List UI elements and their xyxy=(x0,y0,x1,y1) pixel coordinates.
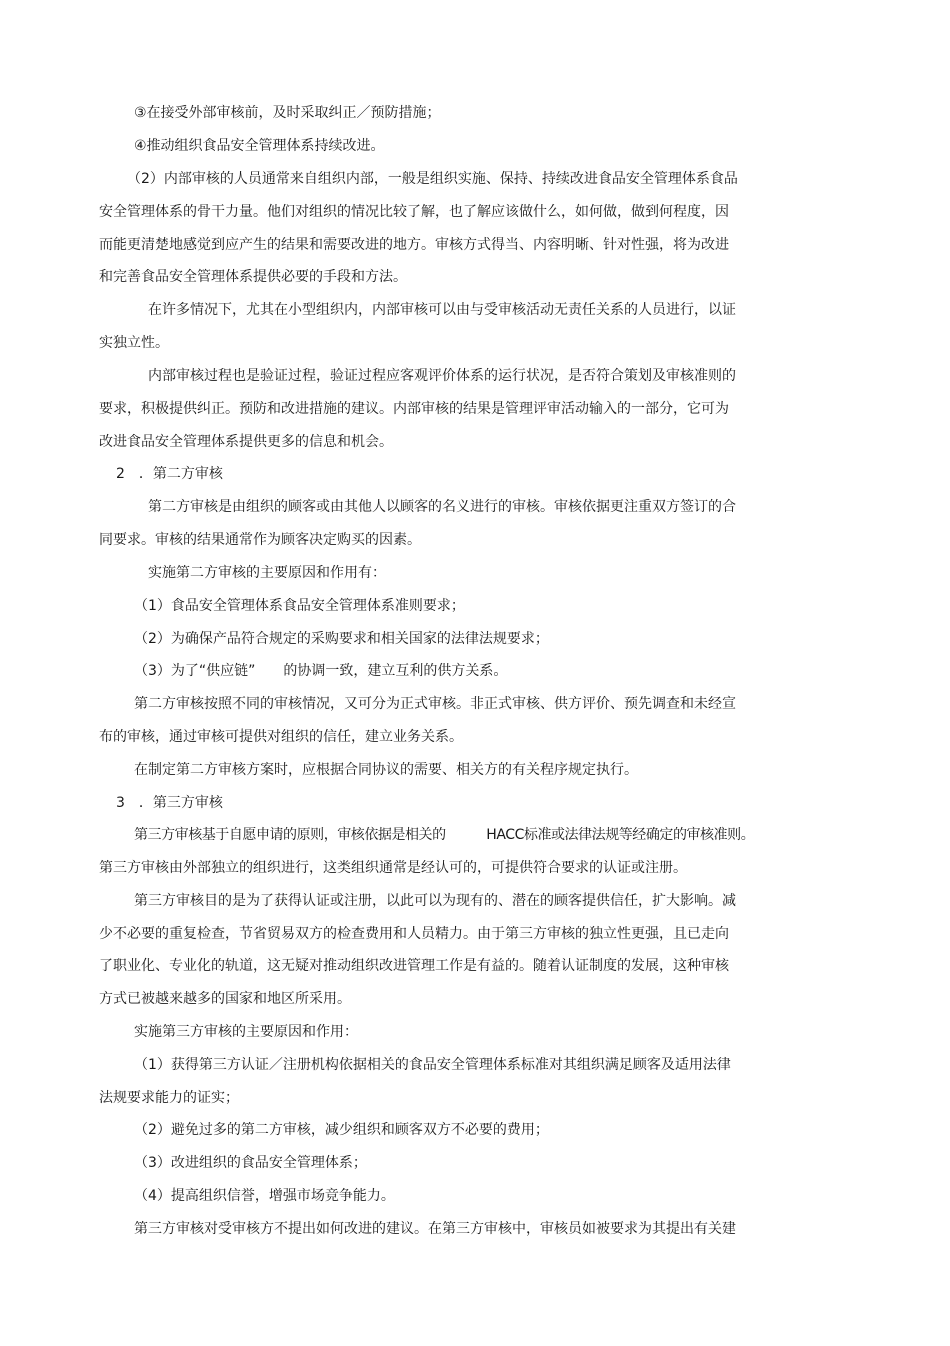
text-line: 内部审核过程也是验证过程，验证过程应客观评价体系的运行状况，是否符合策划及审核准则的 xyxy=(148,368,736,384)
text-line: 在许多情况下，尤其在小型组织内，内部审核可以由与受审核活动无责任关系的人员进行，以证 xyxy=(148,302,736,318)
text-line: 在制定第二方审核方案时，应根据合同协议的需要、相关方的有关程序规定执行。 xyxy=(134,762,638,778)
text-line: 实施第三方审核的主要原因和作用： xyxy=(134,1024,358,1040)
text-line: 方式已被越来越多的国家和地区所采用。 xyxy=(99,991,351,1007)
text-line: 安全管理体系的骨干力量。他们对组织的情况比较了解，也了解应该做什么，如何做，做到何程度，因 xyxy=(99,204,729,220)
text-line: 少不必要的重复检查，节省贸易双方的检查费用和人员精力。由于第三方审核的独立性更强，且已走向 xyxy=(99,926,729,942)
text-line: ④推动组织食品安全管理体系持续改进。 xyxy=(134,138,385,154)
text-line: （1）获得第三方认证／注册机构依据相关的食品安全管理体系标准对其组织满足顾客及适用法律 xyxy=(134,1057,731,1073)
section-heading: 2 ．第二方审核 xyxy=(116,466,223,482)
text-line: 第三方审核对受审核方不提出如何改进的建议。在第三方审核中，审核员如被要求为其提出有关建 xyxy=(134,1221,736,1237)
text-line: 布的审核，通过审核可提供对组织的信任，建立业务关系。 xyxy=(99,729,463,745)
text-line: 而能更清楚地感觉到应产生的结果和需要改进的地方。审核方式得当、内容明晰、针对性强，将为改进 xyxy=(99,237,729,253)
text-line: 要求，积极提供纠正。预防和改进措施的建议。内部审核的结果是管理评审活动输入的一部分，它可为 xyxy=(99,401,729,417)
text-line: （2）避免过多的第二方审核，减少组织和顾客双方不必要的费用； xyxy=(134,1122,549,1138)
text-line: 第二方审核是由组织的顾客或由其他人以顾客的名义进行的审核。审核依据更注重双方签订的合 xyxy=(148,499,736,515)
text-line: 第三方审核由外部独立的组织进行，这类组织通常是经认可的，可提供符合要求的认证或注册。 xyxy=(99,860,687,876)
text-line: （1）食品安全管理体系食品安全管理体系准则要求； xyxy=(134,598,465,614)
text-line: 实施第二方审核的主要原因和作用有： xyxy=(148,565,386,581)
text-line: 第二方审核按照不同的审核情况，又可分为正式审核。非正式审核、供方评价、预先调查和未经宣 xyxy=(134,696,736,712)
text-line: ③在接受外部审核前，及时采取纠正／预防措施； xyxy=(134,105,441,121)
text-line: 改进食品安全管理体系提供更多的信息和机会。 xyxy=(99,434,393,450)
text-line: （2）内部审核的人员通常来自组织内部，一般是组织实施、保持、持续改进食品安全管理体系食品 xyxy=(127,171,738,187)
text-line: 法规要求能力的证实； xyxy=(99,1090,239,1106)
text-line: 了职业化、专业化的轨道，这无疑对推动组织改进管理工作是有益的。随着认证制度的发展，这种审核 xyxy=(99,958,729,974)
text-line: 同要求。审核的结果通常作为顾客决定购买的因素。 xyxy=(99,532,421,548)
text-line: 第三方审核目的是为了获得认证或注册，以此可以为现有的、潜在的顾客提供信任，扩大影响。减 xyxy=(134,893,736,909)
text-line: 和完善食品安全管理体系提供必要的手段和方法。 xyxy=(99,269,407,285)
text-line: （2）为确保产品符合规定的采购要求和相关国家的法律法规要求； xyxy=(134,631,549,647)
text-line: （3）改进组织的食品安全管理体系； xyxy=(134,1155,367,1171)
section-heading: 3 ．第三方审核 xyxy=(116,795,223,811)
text-line: （3）为了“供应链” 的协调一致，建立互利的供方关系。 xyxy=(134,663,508,679)
text-line: 实独立性。 xyxy=(99,335,169,351)
text-line: 第三方审核基于自愿申请的原则，审核依据是相关的 HACC标准或法律法规等经确定的审核准则。 xyxy=(134,827,755,843)
text-line: （4）提高组织信誉，增强市场竞争能力。 xyxy=(134,1188,395,1204)
